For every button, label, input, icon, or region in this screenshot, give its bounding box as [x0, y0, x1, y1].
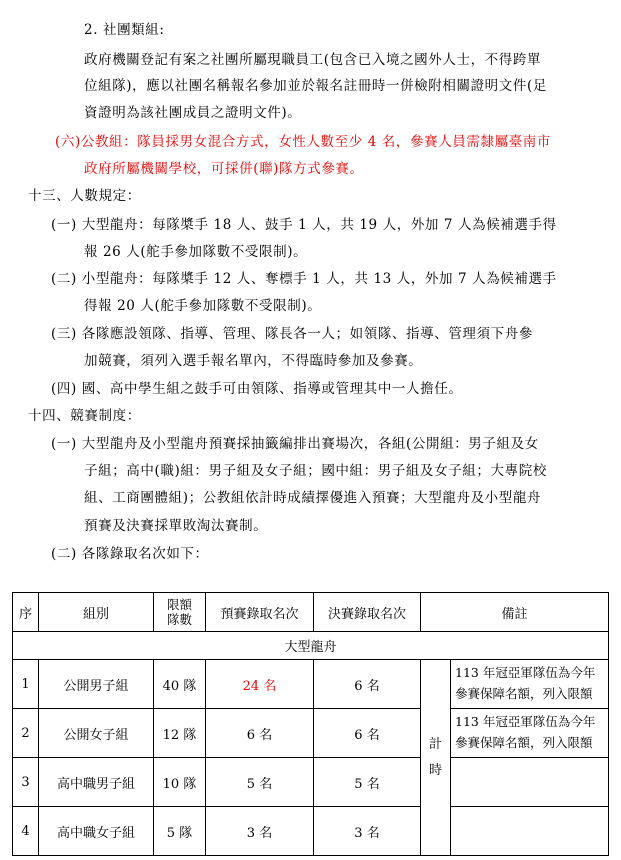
timing-char-2: 時: [428, 762, 442, 778]
doc-line: 位組隊)，應以社團名稱報名參加並於報名註冊時一併檢附相關證明文件(足: [84, 78, 547, 94]
ranking-table: [12, 592, 609, 856]
header-final: 決賽錄取名次: [314, 593, 421, 632]
doc-line-highlight: 政府所屬機關學校，可採併(聯)隊方式參賽。: [84, 161, 364, 177]
header-limit-line2: 隊數: [166, 612, 192, 627]
doc-line: 加競賽，須列入選手報名單內，不得臨時參加及參賽。: [84, 353, 423, 369]
cell-group: 公開男子組: [39, 660, 154, 709]
section-title: 大型龍舟: [13, 632, 609, 660]
note-line-2: 參賽保障名額，列入限額: [455, 686, 593, 701]
doc-line: (一) 大型龍舟及小型龍舟預賽採抽籤編排出賽場次，各組(公開組：男子組及女: [51, 436, 539, 452]
cell-group: 公開女子組: [39, 709, 154, 758]
table-row: [13, 709, 609, 758]
cell-note: [451, 758, 609, 807]
doc-line: (三) 各隊應設領隊、指導、管理、隊長各一人；如領隊、指導、管理須下舟參: [51, 326, 533, 342]
doc-line: (四) 國、高中學生組之鼓手可由領隊、指導或管理其中一人擔任。: [51, 381, 463, 397]
doc-line: 報 26 人(舵手參加隊數不受限制)。: [84, 244, 308, 260]
doc-line: 得報 20 人(舵手參加隊數不受限制)。: [84, 298, 322, 314]
cell-final: 5 名: [314, 758, 421, 807]
cell-limit: 10 隊: [154, 758, 206, 807]
doc-line: 政府機關登記有案之社團所屬現職員工(包含已入境之國外人士，不得跨單: [84, 52, 542, 68]
table-section-row: [13, 632, 609, 660]
cell-prelim: 24 名: [206, 660, 314, 709]
note-line-1: 113 年冠亞軍隊伍為今年: [455, 714, 596, 729]
cell-note: [451, 807, 609, 856]
table-row: [13, 660, 609, 709]
cell-seq: 2: [13, 709, 39, 758]
cell-seq: 1: [13, 660, 39, 709]
doc-line: 組、工商團體組)；公教組依計時成績擇優進入預賽；大型龍舟及小型龍舟: [84, 490, 542, 506]
cell-limit: 12 隊: [154, 709, 206, 758]
cell-prelim: 6 名: [206, 709, 314, 758]
doc-line-highlight: (六)公教組：隊員採男女混合方式，女性人數至少 4 名，參賽人員需隸屬臺南市: [55, 134, 552, 150]
doc-line: (二) 各隊錄取名次如下：: [51, 546, 209, 562]
cell-note: [451, 660, 609, 709]
note-line-1: 113 年冠亞軍隊伍為今年: [455, 665, 596, 680]
cell-group: 高中職女子組: [39, 807, 154, 856]
section-heading: 十四、競賽制度：: [28, 408, 141, 424]
cell-final: 3 名: [314, 807, 421, 856]
cell-note: [451, 709, 609, 758]
doc-line: (二) 小型龍舟：每隊槳手 12 人、奪標手 1 人，共 13 人，外加 7 人為候補選手: [51, 271, 557, 287]
cell-final: 6 名: [314, 660, 421, 709]
table-header-row: [13, 593, 609, 632]
doc-line: (一) 大型龍舟：每隊槳手 18 人、鼓手 1 人，共 19 人，外加 7 人為候補選手得: [51, 217, 557, 233]
cell-seq: 3: [13, 758, 39, 807]
header-limit: [154, 593, 206, 632]
doc-line: 預賽及決賽採單敗淘汰賽制。: [84, 518, 268, 534]
doc-line: 資證明為該社團成員之證明文件)。: [84, 105, 302, 121]
header-prelim: 預賽錄取名次: [206, 593, 314, 632]
header-group: 組別: [39, 593, 154, 632]
cell-seq: 4: [13, 807, 39, 856]
table-row: [13, 758, 609, 807]
header-note: 備註: [421, 593, 609, 632]
header-seq: 序: [13, 593, 39, 632]
cell-group: 高中職男子組: [39, 758, 154, 807]
table-row: [13, 807, 609, 856]
section-heading: 十三、人數規定：: [28, 188, 141, 204]
doc-line: 2. 社團類組:: [84, 22, 165, 38]
doc-line: 子組；高中(職)組：男子組及女子組；國中組：男子組及女子組；大專院校: [84, 463, 547, 479]
note-line-2: 參賽保障名額，列入限額: [455, 735, 593, 750]
cell-limit: 40 隊: [154, 660, 206, 709]
cell-prelim: 5 名: [206, 758, 314, 807]
cell-final: 6 名: [314, 709, 421, 758]
timing-char-1: 計: [428, 736, 442, 752]
cell-limit: 5 隊: [154, 807, 206, 856]
cell-timing-merged: [421, 660, 451, 856]
header-limit-line1: 限額: [166, 597, 192, 612]
cell-prelim: 3 名: [206, 807, 314, 856]
